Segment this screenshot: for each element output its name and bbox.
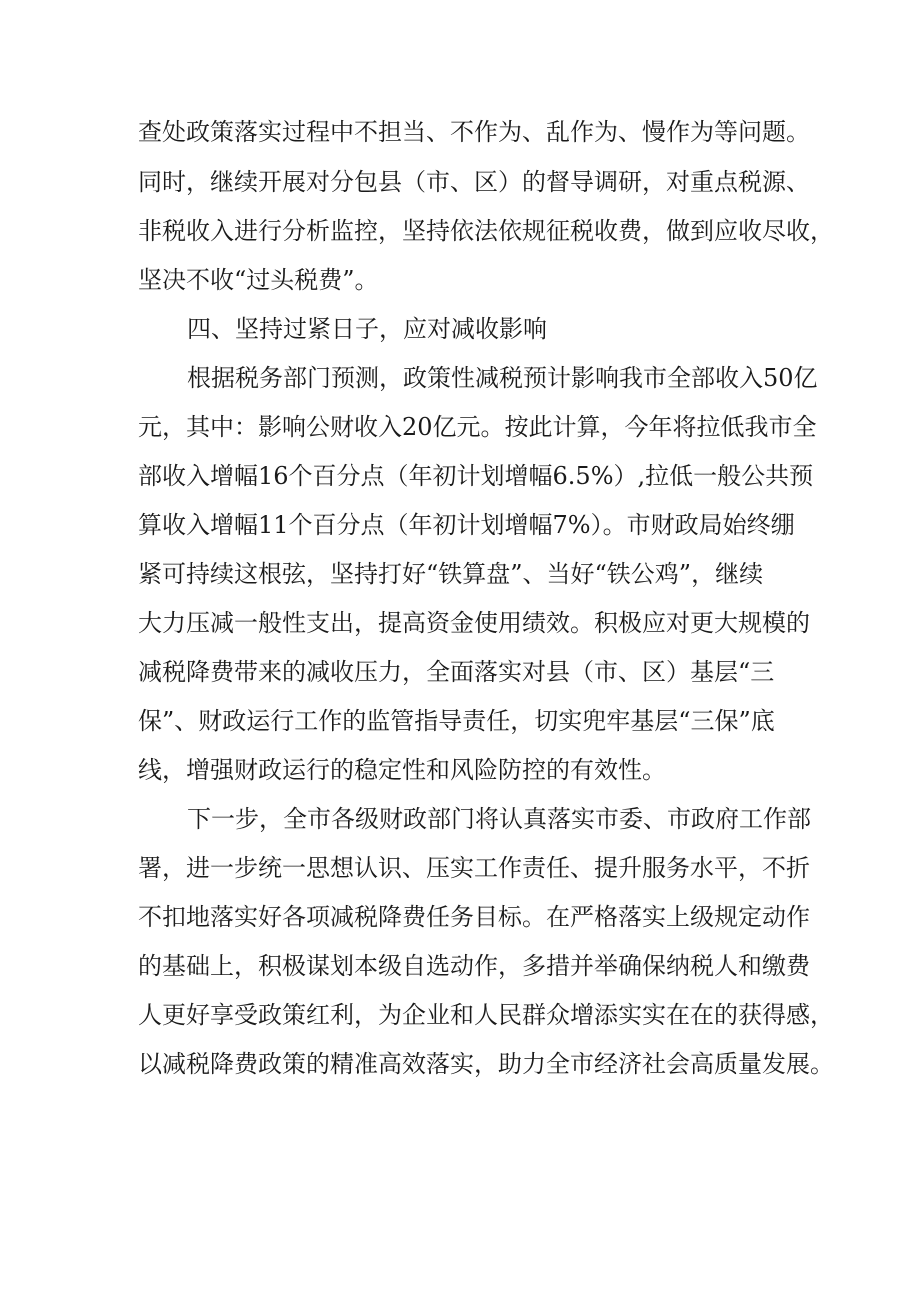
section-heading: 四、坚持过紧日子，应对减收影响 xyxy=(187,315,547,343)
text-line: 部收入增幅16个百分点（年初计划增幅6.5%）,拉低一般公共预 xyxy=(138,462,814,490)
text-line: 署，进一步统一思想认识、压实工作责任、提升服务水平，不折 xyxy=(138,854,810,882)
text-line: 不扣地落实好各项减税降费任务目标。在严格落实上级规定动作 xyxy=(138,903,810,931)
text-line: 紧可持续这根弦，坚持打好“铁算盘”、当好“铁公鸡”，继续 xyxy=(138,560,764,588)
text-line: 线，增强财政运行的稳定性和风险防控的有效性。 xyxy=(138,756,666,784)
text-line: 以减税降费政策的精准高效落实，助力全市经济社会高质量发展。 xyxy=(138,1050,834,1078)
text-line: 人更好享受政策红利，为企业和人民群众增添实实在在的获得感， xyxy=(138,1001,834,1029)
text-line: 非税收入进行分析监控，坚持依法依规征税收费，做到应收尽收， xyxy=(138,217,834,245)
text-line: 根据税务部门预测，政策性减税预计影响我市全部收入50亿 xyxy=(187,364,818,392)
text-line: 算收入增幅11个百分点（年初计划增幅7%）。市财政局始终绷 xyxy=(138,511,795,539)
text-line: 元，其中：影响公财收入20亿元。按此计算，今年将拉低我市全 xyxy=(138,413,817,441)
text-line: 坚决不收“过头税费”。 xyxy=(138,266,379,294)
text-line: 下一步，全市各级财政部门将认真落实市委、市政府工作部 xyxy=(187,805,811,833)
text-line: 大力压减一般性支出，提高资金使用绩效。积极应对更大规模的 xyxy=(138,609,810,637)
text-line: 保”、财政运行工作的监管指导责任，切实兜牢基层“三保”底 xyxy=(138,707,775,735)
text-line: 查处政策落实过程中不担当、不作为、乱作为、慢作为等问题。 xyxy=(138,118,810,146)
text-line: 同时，继续开展对分包县（市、区）的督导调研，对重点税源、 xyxy=(138,168,810,196)
text-line: 减税降费带来的减收压力，全面落实对县（市、区）基层“三 xyxy=(138,658,775,686)
text-line: 的基础上，积极谋划本级自选动作，多措并举确保纳税人和缴费 xyxy=(138,952,810,980)
